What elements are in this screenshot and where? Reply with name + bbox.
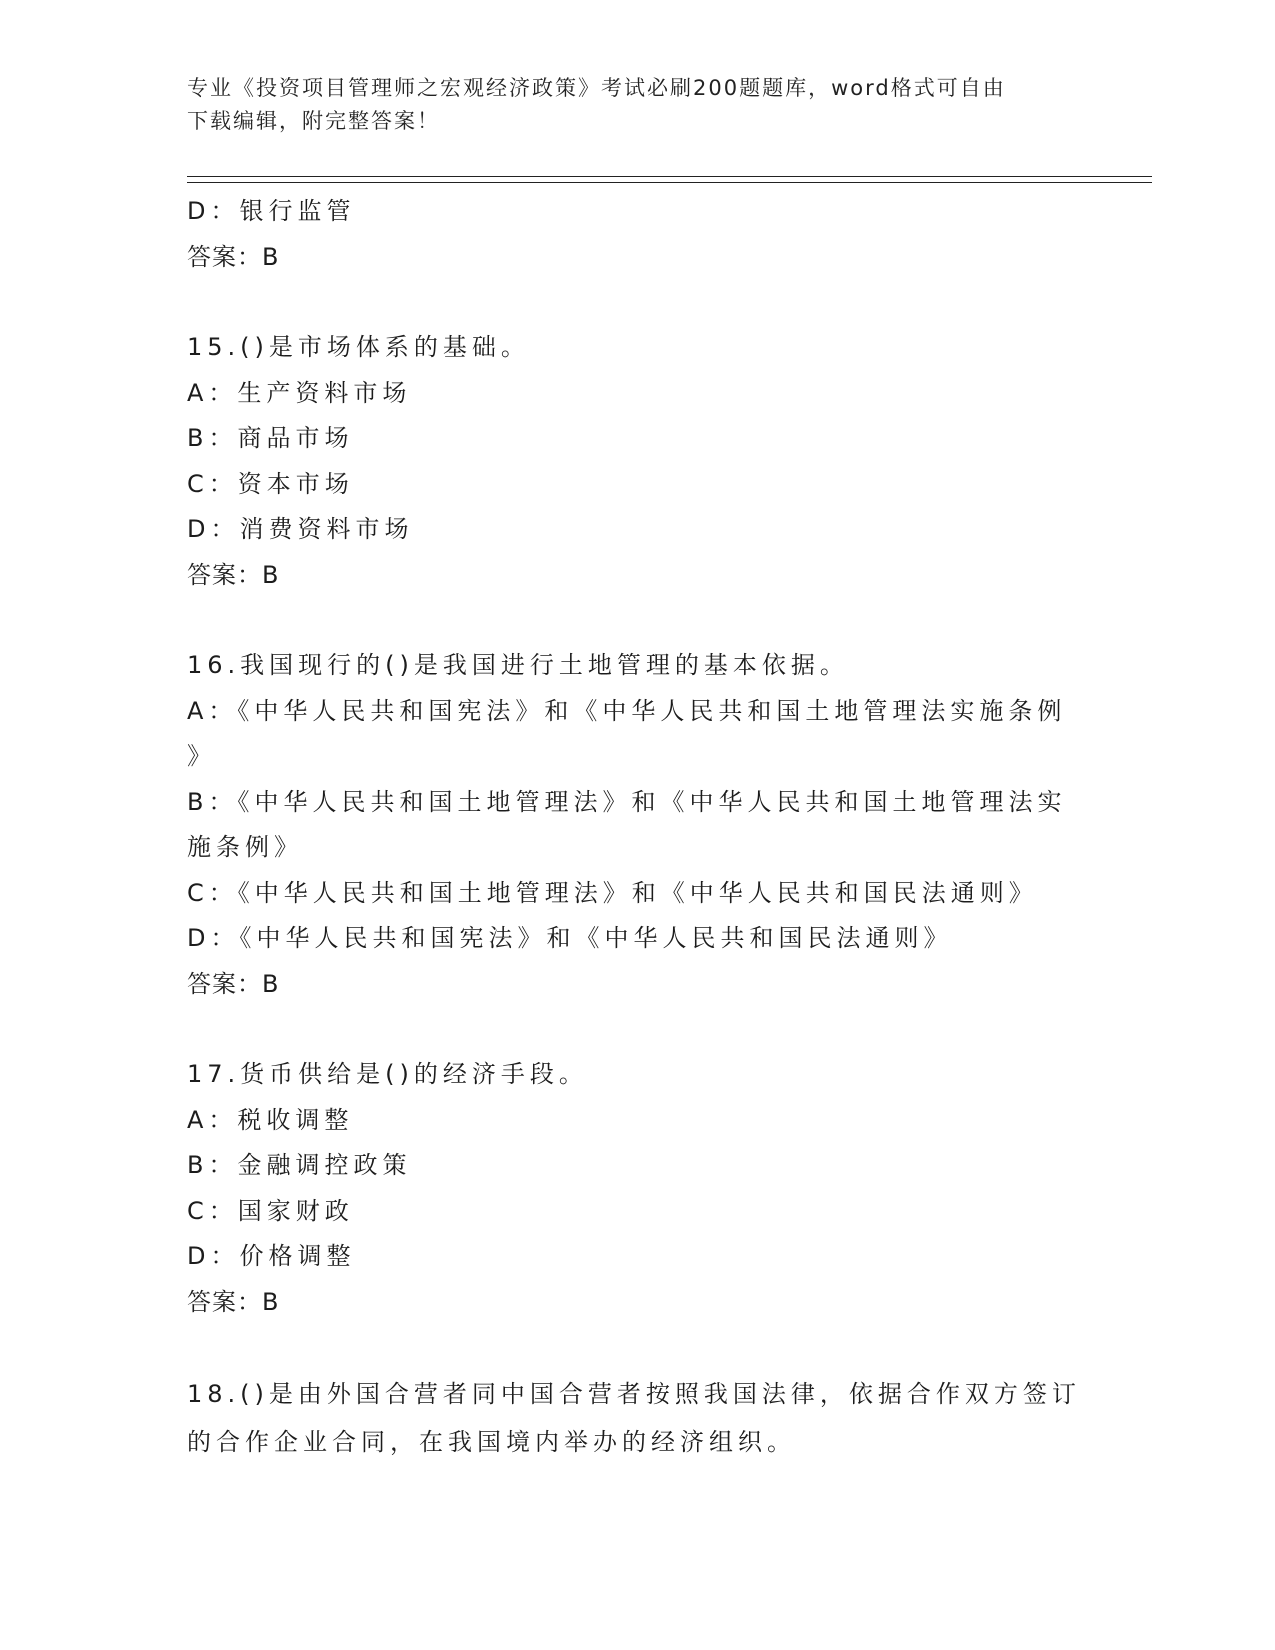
question-17-option-a: A：税收调整 xyxy=(187,1105,354,1134)
question-16-option-b-line-2: 施条例》 xyxy=(187,833,303,861)
question-16-stem: 16.我国现行的()是我国进行土地管理的基本依据。 xyxy=(187,651,849,679)
question-18 xyxy=(187,1370,1087,1466)
header-divider-top xyxy=(187,176,1152,177)
question-18-stem-line-1: 18.()是由外国合营者同中国合营者按照我国法律，依据合作双方签订 xyxy=(187,1380,1081,1408)
question-15-stem: 15.()是市场体系的基础。 xyxy=(187,333,530,361)
question-14-answer: 答案：B xyxy=(187,242,280,271)
question-16-option-b-line-1: B：《中华人民共和国土地管理法》和《中华人民共和国土地管理法实 xyxy=(187,787,1067,816)
header-line-2: 下载编辑，附完整答案！ xyxy=(187,109,440,133)
question-17-answer: 答案：B xyxy=(187,1287,280,1316)
question-17-option-d: D：价格调整 xyxy=(187,1242,356,1270)
header-divider-bottom xyxy=(187,182,1152,183)
question-16-option-d: D：《中华人民共和国宪法》和《中华人民共和国民法通则》 xyxy=(187,924,953,952)
document-body xyxy=(187,189,1087,1466)
spacer xyxy=(187,1007,1087,1052)
question-17-option-c: C：国家财政 xyxy=(187,1196,354,1225)
question-15-option-d: D：消费资料市场 xyxy=(187,515,414,543)
spacer xyxy=(187,280,1087,325)
question-14-tail xyxy=(187,189,1087,280)
question-17 xyxy=(187,1052,1087,1325)
question-15-answer: 答案：B xyxy=(187,560,280,589)
question-17-stem: 17.货币供给是()的经济手段。 xyxy=(187,1060,588,1088)
question-14-option-d: D：银行监管 xyxy=(187,197,356,225)
question-16-answer: 答案：B xyxy=(187,969,280,998)
spacer xyxy=(187,598,1087,643)
question-16-option-a-line-2: 》 xyxy=(187,742,216,770)
question-17-option-b: B：金融调控政策 xyxy=(187,1151,412,1179)
question-16-option-c: C：《中华人民共和国土地管理法》和《中华人民共和国民法通则》 xyxy=(187,878,1038,907)
spacer xyxy=(187,1325,1087,1370)
question-15-option-c: C：资本市场 xyxy=(187,469,354,498)
document-header xyxy=(187,72,1067,138)
question-15-option-a: A：生产资料市场 xyxy=(187,378,412,407)
question-16-option-a-line-1: A：《中华人民共和国宪法》和《中华人民共和国土地管理法实施条例 xyxy=(187,696,1067,725)
question-16 xyxy=(187,643,1087,1007)
header-line-1: 专业《投资项目管理师之宏观经济政策》考试必刷200题题库，word格式可自由 xyxy=(187,76,1006,100)
question-15-option-b: B：商品市场 xyxy=(187,424,354,452)
question-18-stem-line-2: 的合作企业合同，在我国境内举办的经济组织。 xyxy=(187,1428,796,1456)
question-15 xyxy=(187,325,1087,598)
